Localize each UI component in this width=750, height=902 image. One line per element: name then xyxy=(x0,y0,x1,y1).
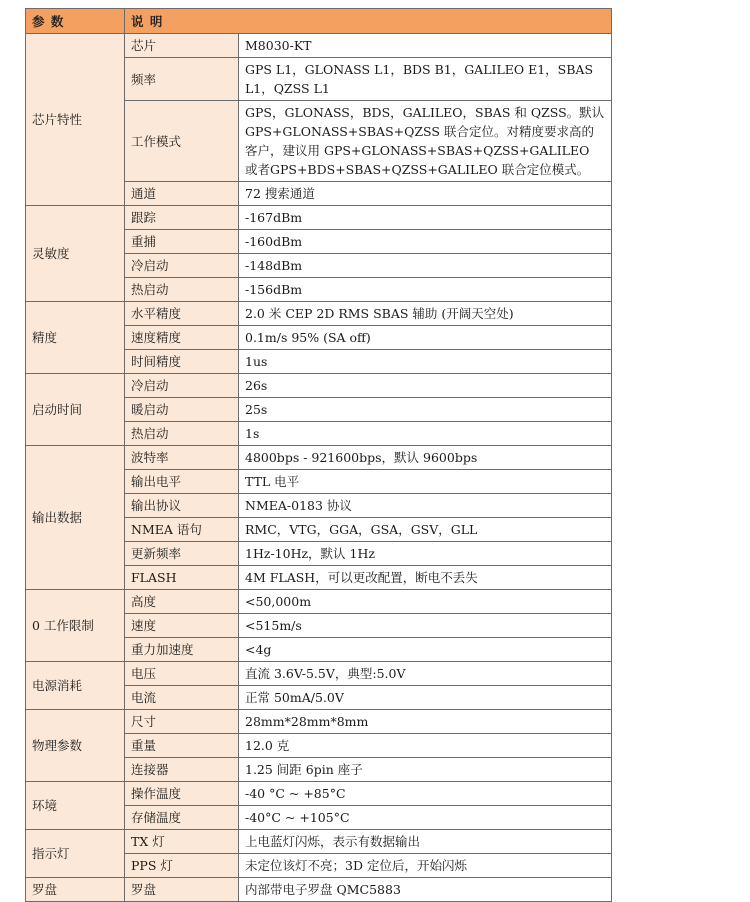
value-cell: RMC，VTG，GGA，GSA，GSV，GLL xyxy=(239,518,612,542)
parameter-cell: 时间精度 xyxy=(125,350,239,374)
category-cell: 电源消耗 xyxy=(26,662,125,710)
value-cell: -156dBm xyxy=(239,278,612,302)
value-cell: 未定位该灯不亮；3D 定位后，开始闪烁 xyxy=(239,854,612,878)
value-cell: 1.25 间距 6pin 座子 xyxy=(239,758,612,782)
table-row xyxy=(26,206,612,230)
parameter-cell: 重量 xyxy=(125,734,239,758)
parameter-cell: 热启动 xyxy=(125,422,239,446)
category-cell: 指示灯 xyxy=(26,830,125,878)
value-cell: GPS L1，GLONASS L1，BDS B1，GALILEO E1，SBAS L1，QZSS L1 xyxy=(239,58,612,101)
parameter-cell: 波特率 xyxy=(125,446,239,470)
table-row xyxy=(26,446,612,470)
parameter-cell: TX 灯 xyxy=(125,830,239,854)
value-cell: 25s xyxy=(239,398,612,422)
parameter-cell: 芯片 xyxy=(125,34,239,58)
value-cell: 12.0 克 xyxy=(239,734,612,758)
parameter-cell: 高度 xyxy=(125,590,239,614)
value-cell: 1s xyxy=(239,422,612,446)
value-cell: 4M FLASH，可以更改配置，断电不丢失 xyxy=(239,566,612,590)
param-header: 参 数 xyxy=(26,9,125,34)
parameter-cell: 水平精度 xyxy=(125,302,239,326)
spec-body xyxy=(26,34,612,902)
parameter-cell: 电流 xyxy=(125,686,239,710)
table-row xyxy=(26,710,612,734)
parameter-cell: 热启动 xyxy=(125,278,239,302)
value-cell: NMEA-0183 协议 xyxy=(239,494,612,518)
category-cell: 精度 xyxy=(26,302,125,374)
parameter-cell: NMEA 语句 xyxy=(125,518,239,542)
value-cell: <515m/s xyxy=(239,614,612,638)
value-cell: 正常 50mA/5.0V xyxy=(239,686,612,710)
value-cell: -40°C ~ +105°C xyxy=(239,806,612,830)
value-cell: <4g xyxy=(239,638,612,662)
parameter-cell: 存储温度 xyxy=(125,806,239,830)
table-row xyxy=(26,782,612,806)
value-cell: -148dBm xyxy=(239,254,612,278)
category-cell: 环境 xyxy=(26,782,125,830)
table-row xyxy=(26,590,612,614)
parameter-cell: 跟踪 xyxy=(125,206,239,230)
category-cell: 0 工作限制 xyxy=(26,590,125,662)
value-cell: GPS，GLONASS，BDS，GALILEO，SBAS 和 QZSS。默认GPS+GLONASS+SBAS+QZSS 联合定位。对精度要求高的客户，建议用 GPS+GLONASS+SBAS+QZSS+GALILEO 或者GPS+BDS+SBAS+QZSS+GALILEO 联合定位模式。 xyxy=(239,101,612,182)
value-cell: 4800bps - 921600bps，默认 9600bps xyxy=(239,446,612,470)
category-cell: 灵敏度 xyxy=(26,206,125,302)
parameter-cell: 连接器 xyxy=(125,758,239,782)
category-cell: 芯片特性 xyxy=(26,34,125,206)
value-cell: -40 °C ~ +85°C xyxy=(239,782,612,806)
parameter-cell: 速度 xyxy=(125,614,239,638)
table-row xyxy=(26,374,612,398)
value-cell: 上电蓝灯闪烁，表示有数据输出 xyxy=(239,830,612,854)
value-cell: <50,000m xyxy=(239,590,612,614)
parameter-cell: FLASH xyxy=(125,566,239,590)
value-cell: 26s xyxy=(239,374,612,398)
category-cell: 启动时间 xyxy=(26,374,125,446)
category-cell: 罗盘 xyxy=(26,878,125,902)
parameter-cell: 电压 xyxy=(125,662,239,686)
parameter-cell: 输出电平 xyxy=(125,470,239,494)
value-cell: 0.1m/s 95% (SA off) xyxy=(239,326,612,350)
table-row xyxy=(26,662,612,686)
value-cell: 28mm*28mm*8mm xyxy=(239,710,612,734)
parameter-cell: 更新频率 xyxy=(125,542,239,566)
table-row xyxy=(26,34,612,58)
table-header-row xyxy=(26,9,612,34)
table-row xyxy=(26,302,612,326)
value-cell: -167dBm xyxy=(239,206,612,230)
value-cell: -160dBm xyxy=(239,230,612,254)
category-cell: 物理参数 xyxy=(26,710,125,782)
parameter-cell: PPS 灯 xyxy=(125,854,239,878)
parameter-cell: 频率 xyxy=(125,58,239,101)
parameter-cell: 冷启动 xyxy=(125,374,239,398)
value-cell: 1us xyxy=(239,350,612,374)
parameter-cell: 罗盘 xyxy=(125,878,239,902)
value-cell: 2.0 米 CEP 2D RMS SBAS 辅助 (开阔天空处) xyxy=(239,302,612,326)
value-cell: 内部带电子罗盘 QMC5883 xyxy=(239,878,612,902)
value-cell: M8030-KT xyxy=(239,34,612,58)
parameter-cell: 操作温度 xyxy=(125,782,239,806)
value-cell: 直流 3.6V-5.5V，典型:5.0V xyxy=(239,662,612,686)
parameter-cell: 通道 xyxy=(125,182,239,206)
table-row xyxy=(26,878,612,902)
category-cell: 输出数据 xyxy=(26,446,125,590)
parameter-cell: 重捕 xyxy=(125,230,239,254)
table-row xyxy=(26,830,612,854)
parameter-cell: 暖启动 xyxy=(125,398,239,422)
parameter-cell: 冷启动 xyxy=(125,254,239,278)
parameter-cell: 速度精度 xyxy=(125,326,239,350)
spec-table xyxy=(25,8,612,902)
parameter-cell: 尺寸 xyxy=(125,710,239,734)
value-cell: TTL 电平 xyxy=(239,470,612,494)
parameter-cell: 输出协议 xyxy=(125,494,239,518)
parameter-cell: 工作模式 xyxy=(125,101,239,182)
parameter-cell: 重力加速度 xyxy=(125,638,239,662)
desc-header: 说 明 xyxy=(125,9,612,34)
value-cell: 72 搜索通道 xyxy=(239,182,612,206)
value-cell: 1Hz-10Hz，默认 1Hz xyxy=(239,542,612,566)
